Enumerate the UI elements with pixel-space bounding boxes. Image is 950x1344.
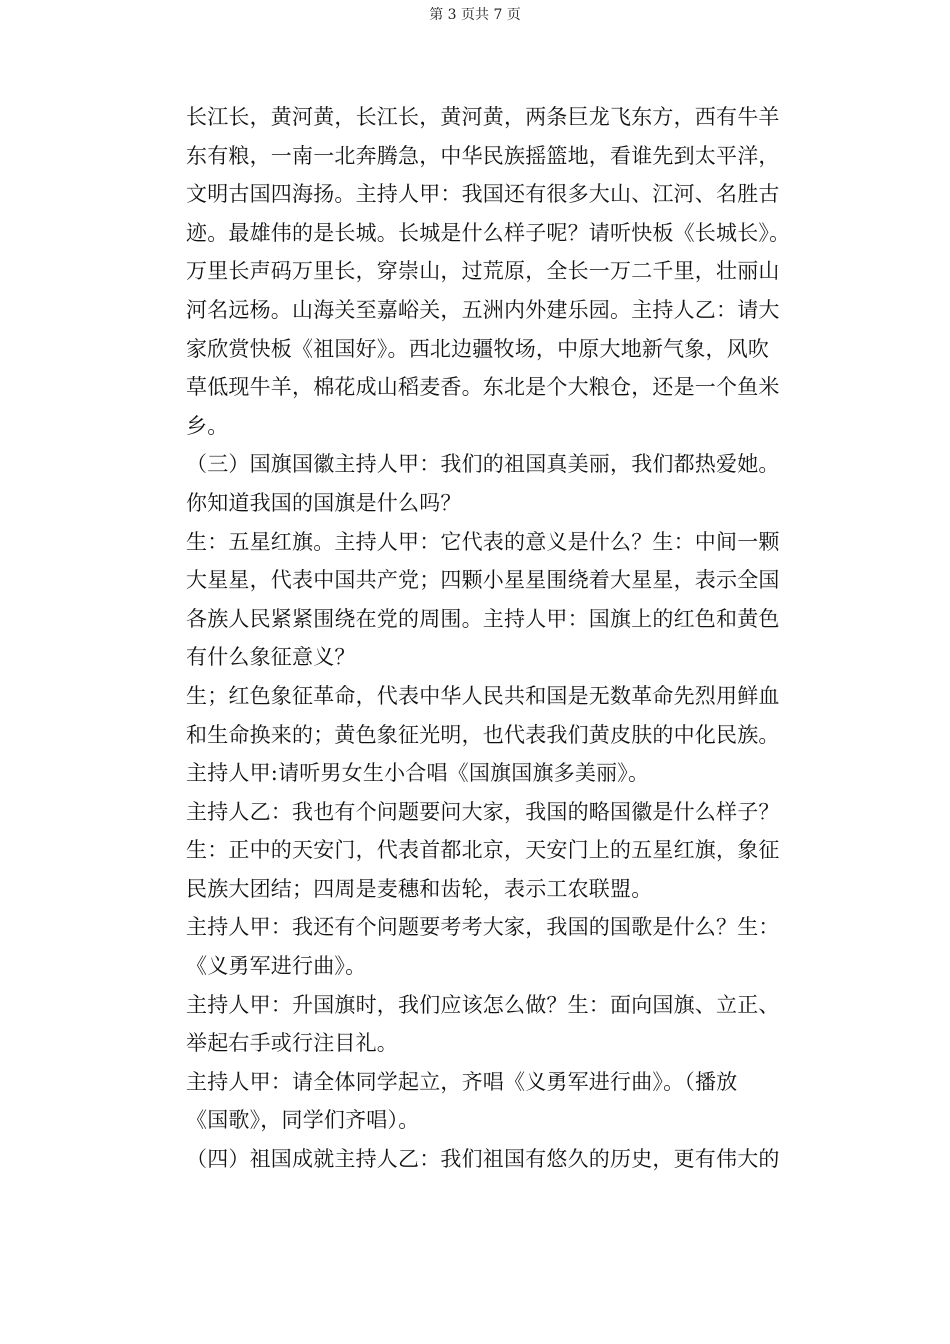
text-line: 长江长，黄河黄，长江长，黄河黄，两条巨龙飞东方，西有牛羊 xyxy=(186,105,780,129)
text-line: 草低现牛羊，棉花成山稻麦香。东北是个大粮仓，还是一个鱼米 xyxy=(186,375,780,400)
document-body xyxy=(186,98,836,1179)
section-heading-line: （三）国旗国徽主持人甲：我们的祖国真美丽，我们都热爱她。 xyxy=(186,452,780,477)
text-line: 主持人甲：我还有个问题要考考大家，我国的国歌是什么？生： xyxy=(186,915,780,940)
text-line: 大星星，代表中国共产党；四颗小星星围绕着大星星，表示全国 xyxy=(186,568,780,593)
text-line: 生：正中的天安门，代表首都北京，天安门上的五星红旗，象征 xyxy=(186,838,780,863)
text-line: 《国歌》，同学们齐唱）。 xyxy=(186,1108,420,1133)
text-line: 主持人甲:请听男女生小合唱《国旗国旗多美丽》。 xyxy=(186,761,650,786)
text-line: 主持人甲：请全体同学起立，齐唱《义勇军进行曲》。（播放 xyxy=(186,1069,738,1094)
text-line: 生：五星红旗。主持人甲：它代表的意义是什么？生：中间一颗 xyxy=(186,529,780,554)
page-number-header: 第 3 页共 7 页 xyxy=(429,7,521,23)
text-line: 《义勇军进行曲》。 xyxy=(186,954,367,979)
text-line: 家欣赏快板《祖国好》。西北边疆牧场，中原大地新气象，风吹 xyxy=(186,336,770,361)
text-line: 主持人乙：我也有个问题要问大家，我国的略国徽是什么样子？ xyxy=(186,799,780,824)
text-line: 河名远杨。山海关至嘉峪关，五洲内外建乐园。主持人乙：请大 xyxy=(186,297,780,322)
text-line: 你知道我国的国旗是什么吗？ xyxy=(186,490,462,515)
text-line: 各族人民紧紧围绕在党的周围。主持人甲：国旗上的红色和黄色 xyxy=(186,606,780,631)
text-line: 生；红色象征革命，代表中华人民共和国是无数革命先烈用鲜血 xyxy=(186,683,780,708)
text-line: 万里长声码万里长，穿崇山，过荒原，全长一万二千里，壮丽山 xyxy=(186,259,780,284)
text-line: 有什么象征意义？ xyxy=(186,645,356,670)
text-line: 东有粮，一南一北奔腾急，中华民族摇篮地，看谁先到太平洋， xyxy=(186,143,780,168)
text-line: 迹。最雄伟的是长城。长城是什么样子呢？请听快板《长城长》。 xyxy=(186,220,791,245)
text-line: 举起右手或行注目礼。 xyxy=(186,1031,398,1056)
text-line: 和生命换来的；黄色象征光明，也代表我们黄皮肤的中化民族。 xyxy=(186,722,780,747)
text-line: 主持人甲：升国旗时，我们应该怎么做？生：面向国旗、立正、 xyxy=(186,992,780,1017)
text-line: 民族大团结；四周是麦穗和齿轮，表示工农联盟。 xyxy=(186,876,653,901)
text-line: 文明古国四海扬。主持人甲：我国还有很多大山、江河、名胜古 xyxy=(186,182,780,207)
text-line: 乡。 xyxy=(186,413,229,438)
section-heading-line: （四）祖国成就主持人乙：我们祖国有悠久的历史，更有伟大的 xyxy=(186,1147,780,1172)
